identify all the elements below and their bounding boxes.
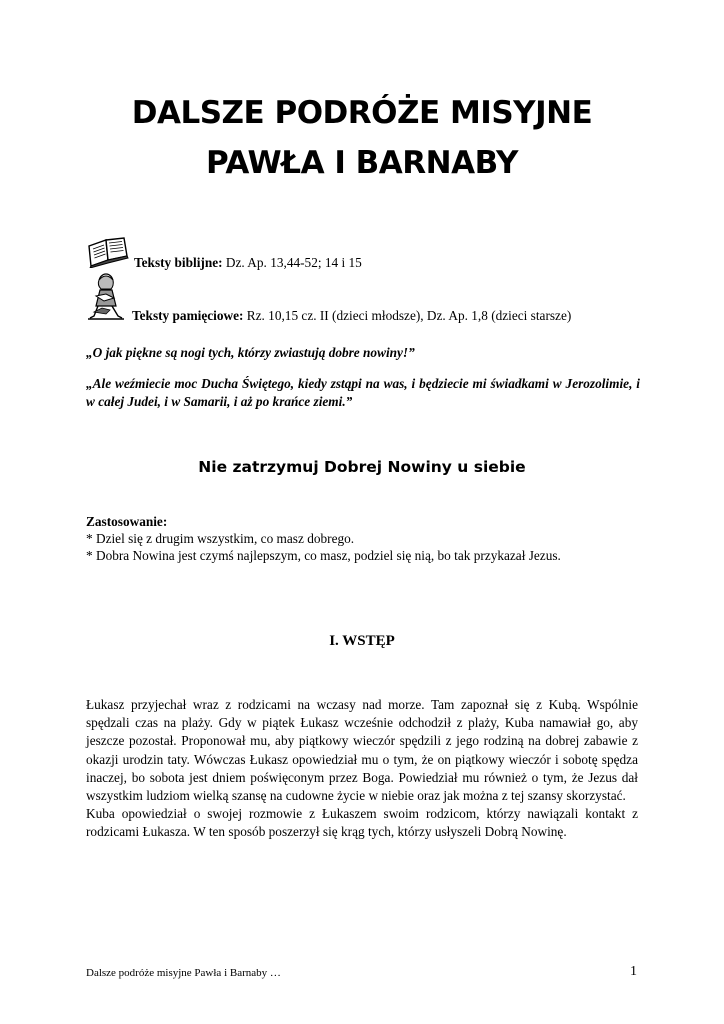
application-section	[86, 513, 646, 564]
memory-texts-line	[132, 307, 571, 324]
page-number: 1	[630, 964, 637, 979]
memory-verse-older: „Ale weźmiecie moc Ducha Świętego, kiedy zstąpi na was, i będziecie mi świadkami w Jerozolimie, i w całej Judei, i w Samarii, i aż po krańce ziemi.”	[86, 376, 640, 409]
application-item: * Dobra Nowina jest czymś najlepszym, co masz, podziel się nią, bo tak przykazał Jezus.	[86, 548, 561, 563]
reading-girl-icon	[84, 272, 128, 322]
open-book-icon	[86, 236, 130, 268]
lesson-subtitle: Nie zatrzymuj Dobrej Nowiny u siebie	[198, 458, 526, 476]
memory-verse-younger: „O jak piękne są nogi tych, którzy zwiastują dobre nowiny!”	[86, 345, 415, 360]
story-text	[86, 696, 638, 842]
bible-texts-value: Dz. Ap. 13,44-52; 14 i 15	[225, 255, 362, 270]
memory-texts-label: Teksty pamięciowe:	[132, 308, 244, 323]
document-title-line-1: DALSZE PODRÓŻE MISYJNE	[131, 95, 593, 131]
memory-texts-value: Rz. 10,15 cz. II (dzieci młodsze), Dz. Ap. 1,8 (dzieci starsze)	[246, 308, 572, 323]
bible-texts-line	[134, 254, 362, 271]
footer-text: Dalsze podróże misyjne Pawła i Barnaby …	[86, 967, 281, 979]
application-item: * Dziel się z drugim wszystkim, co masz dobrego.	[86, 531, 355, 546]
story-paragraph: Kuba opowiedział o swojej rozmowie z Łukaszem swoim rodzicom, którzy nawiązali kontakt z rodzicami Łukasza. W ten sposób poszerzył się krąg tych, którzy usłyszeli Dobrą Nowinę.	[86, 806, 638, 840]
story-paragraph: Łukasz przyjechał wraz z rodzicami na wczasy nad morze. Tam zapoznał się z Kubą. Wspólnie spędzali czas na plaży. Gdy w piątek Łukasz wcześnie odchodził z plaży, Kuba namawiał go, aby jeszcze pozostał. Proponował mu, aby piątkowy wieczór spędzili z jego rodziną na dobrej zabawie z okazji urodzin taty. Wówczas Łukasz opowiedział mu o tym, że on piątkowy wieczór i sobotę spędza inaczej, bo sobota jest dniem poświęconym przez Boga. Powiedział mu również o tym, że Jezus dał wszystkim ludziom wielką szansę na cudowne życie w niebie oraz jak można z tej szansy skorzystać.	[86, 697, 638, 804]
bible-texts-label: Teksty biblijne:	[134, 255, 223, 270]
document-title-line-2: PAWŁA I BARNABY	[206, 145, 518, 181]
section-heading: I. WSTĘP	[329, 633, 395, 649]
application-label: Zastosowanie:	[86, 514, 168, 529]
